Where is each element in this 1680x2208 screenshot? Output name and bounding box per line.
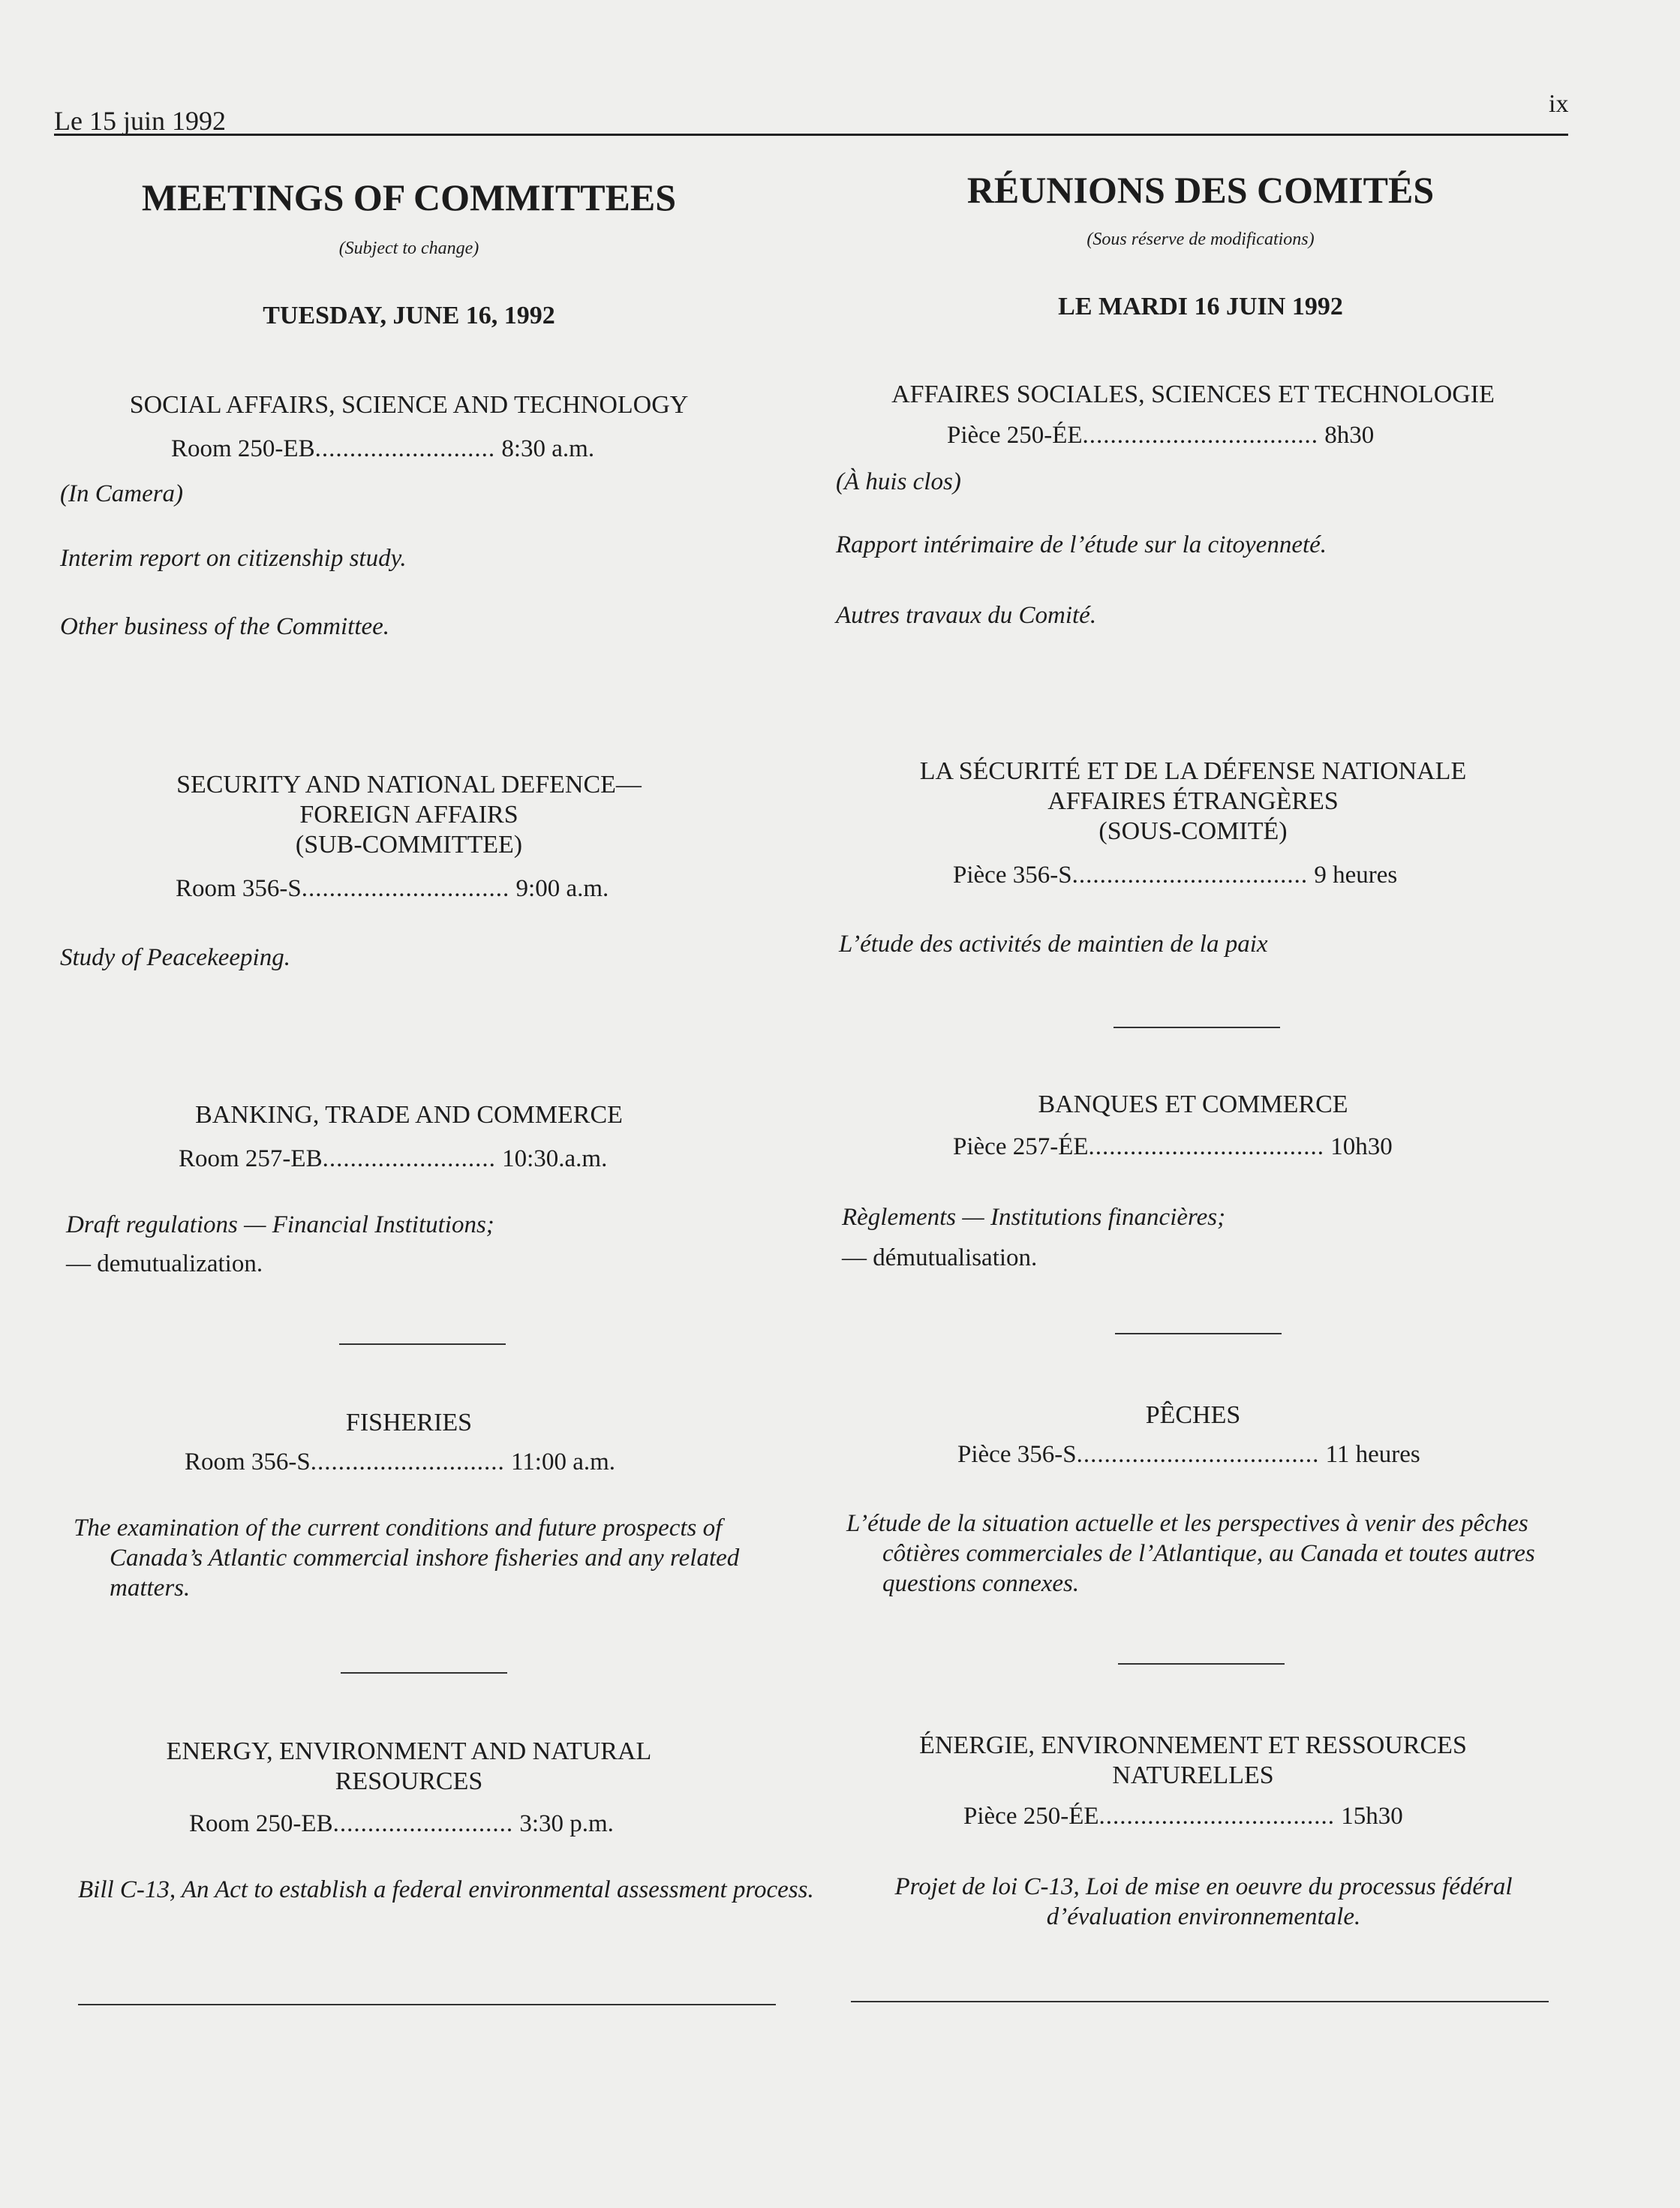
committee-name: FISHERIES	[345, 1409, 473, 1436]
meeting-note: (À huis clos)	[836, 468, 961, 495]
header-date: Le 15 juin 1992	[54, 106, 226, 136]
agenda-item: The examination of the current conditions and future prospects of Canada’s Atlantic commercial inshore fisheries and any related matters.	[74, 1515, 740, 1602]
committee-name-line: FOREIGN AFFAIRS	[299, 801, 518, 829]
room-line	[176, 875, 609, 903]
section-rule	[851, 2001, 1549, 2002]
meeting-time: 9:00 a.m.	[515, 875, 609, 902]
committee-name: BANQUES ET COMMERCE	[1038, 1090, 1348, 1118]
agenda-item: Interim report on citizenship study.	[60, 545, 407, 572]
leader-dots: ..........................	[314, 435, 496, 462]
meeting-time: 3:30 p.m.	[519, 1810, 614, 1837]
room: Room 250-EB	[171, 435, 315, 462]
header-rule	[54, 134, 1568, 136]
section-rule	[339, 1343, 506, 1345]
leader-dots: ...................................	[1076, 1441, 1320, 1468]
agenda-item: L’étude de la situation actuelle et les perspectives à venir des pêches côtières commerciales de l’Atlantique, au Canada et toutes autres questions connexes.	[846, 1510, 1535, 1597]
leader-dots: ............................	[310, 1448, 505, 1476]
room: Pièce 356-S	[953, 862, 1072, 889]
committee-name	[60, 1737, 758, 1797]
leader-dots: ..................................	[1088, 1133, 1325, 1160]
english-title: MEETINGS OF COMMITTEES	[141, 176, 677, 218]
agenda-item: Other business of the Committee.	[60, 613, 390, 640]
french-title: RÉUNIONS DES COMITÉS	[966, 169, 1435, 211]
agenda-item: — demutualization.	[66, 1250, 263, 1277]
agenda-item: Règlements — Institutions financières;	[842, 1204, 1226, 1231]
meeting-time: 9 heures	[1314, 862, 1398, 889]
room: Pièce 257-ÉE	[953, 1133, 1089, 1160]
room: Room 250-EB	[189, 1810, 333, 1837]
committee-name-line: NATURELLES	[1112, 1761, 1274, 1789]
meeting-time: 10:30.a.m.	[502, 1145, 608, 1172]
room-line	[171, 435, 594, 463]
agenda-item: — démutualisation.	[842, 1244, 1038, 1271]
section-rule	[1113, 1027, 1280, 1028]
meeting-time: 8h30	[1324, 422, 1375, 449]
leader-dots: .........................	[322, 1145, 496, 1172]
room: Pièce 250-ÉE	[963, 1803, 1099, 1830]
committee-name: BANKING, TRADE AND COMMERCE	[195, 1101, 623, 1129]
section-rule	[78, 2004, 776, 2005]
room-line	[953, 862, 1397, 889]
committee-name	[840, 1731, 1546, 1791]
english-subtitle: (Subject to change)	[338, 239, 479, 258]
leader-dots: ..............................	[301, 875, 510, 902]
room: Room 356-S	[185, 1448, 311, 1476]
committee-name-line: SECURITY AND NATIONAL DEFENCE—	[176, 771, 642, 799]
room: Room 356-S	[176, 875, 302, 902]
meeting-time: 11 heures	[1325, 1441, 1420, 1468]
leader-dots: ..........................	[332, 1810, 514, 1837]
meeting-note: (In Camera)	[60, 480, 184, 507]
meeting-time: 11:00 a.m.	[511, 1448, 616, 1476]
committee-name	[60, 770, 758, 860]
committee-name-line: RESOURCES	[335, 1767, 483, 1795]
committee-name-line: ÉNERGIE, ENVIRONNEMENT ET RESSOURCES	[919, 1731, 1467, 1759]
agenda-item: L’étude des activités de maintien de la paix	[839, 931, 1268, 958]
committee-name: AFFAIRES SOCIALES, SCIENCES ET TECHNOLOGIE	[891, 381, 1495, 408]
committee-name: SOCIAL AFFAIRS, SCIENCE AND TECHNOLOGY	[129, 391, 689, 419]
section-rule	[1118, 1663, 1285, 1665]
room: Room 257-EB	[179, 1145, 323, 1172]
english-date: TUESDAY, JUNE 16, 1992	[263, 302, 555, 329]
french-date: LE MARDI 16 JUIN 1992	[1058, 293, 1343, 320]
committee-name-line: (SOUS-COMITÉ)	[1098, 817, 1288, 845]
meeting-time: 15h30	[1341, 1803, 1403, 1830]
room: Pièce 356-S	[957, 1441, 1077, 1468]
agenda-item: Study of Peacekeeping.	[60, 944, 290, 971]
room-line	[179, 1145, 607, 1173]
committee-name: PÊCHES	[1145, 1401, 1241, 1429]
room-line	[189, 1810, 614, 1838]
room-line	[947, 422, 1374, 450]
room-line	[953, 1133, 1393, 1161]
room-line	[185, 1448, 615, 1476]
french-subtitle: (Sous réserve de modifications)	[1086, 230, 1315, 249]
committee-name-line: LA SÉCURITÉ ET DE LA DÉFENSE NATIONALE	[919, 757, 1467, 785]
agenda-item: Bill C-13, An Act to establish a federal environmental assessment process.	[78, 1876, 814, 1903]
agenda-item: Rapport intérimaire de l’étude sur la citoyenneté.	[836, 531, 1327, 558]
leader-dots: ..................................	[1071, 862, 1309, 889]
committee-name-line: (SUB-COMMITTEE)	[295, 831, 523, 859]
room-line	[963, 1803, 1403, 1830]
room-line	[957, 1441, 1420, 1469]
agenda-item: Projet de loi C-13, Loi de mise en oeuvre du processus fédéral d’évaluation environnementale.	[894, 1873, 1513, 1930]
meeting-time: 10h30	[1330, 1133, 1393, 1160]
leader-dots: ..................................	[1082, 422, 1319, 449]
committee-name-line: ENERGY, ENVIRONMENT AND NATURAL	[166, 1737, 652, 1765]
agenda-item: Autres travaux du Comité.	[836, 602, 1097, 629]
page-number: ix	[1549, 90, 1569, 118]
meeting-time: 8:30 a.m.	[501, 435, 595, 462]
leader-dots: ..................................	[1098, 1803, 1336, 1830]
committee-name	[840, 757, 1546, 847]
room: Pièce 250-ÉE	[947, 422, 1083, 449]
section-rule	[1115, 1333, 1282, 1334]
section-rule	[341, 1672, 507, 1674]
agenda-item: Draft regulations — Financial Institutions;	[66, 1211, 494, 1238]
committee-name-line: AFFAIRES ÉTRANGÈRES	[1047, 787, 1339, 815]
